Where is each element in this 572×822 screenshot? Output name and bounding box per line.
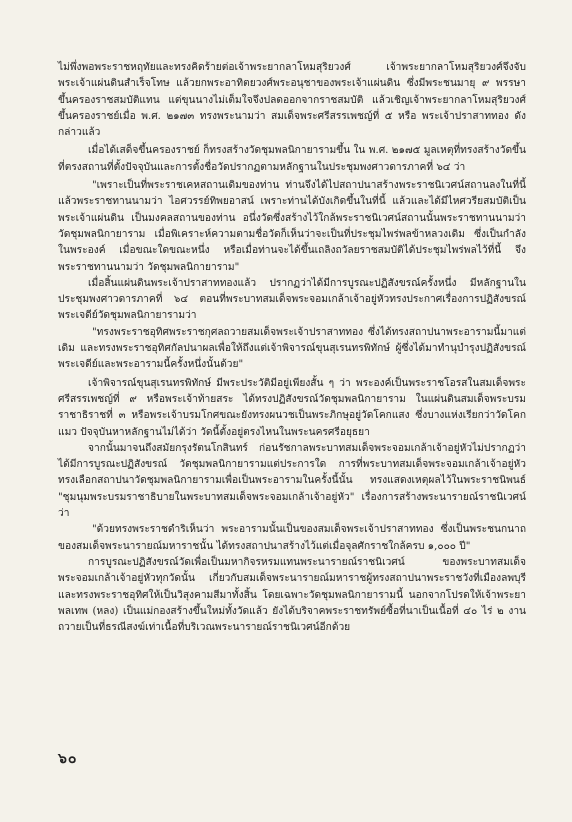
paragraph-4: เจ้าพิจารณ์ขุนสุเรนทรพิทักษ์ มีพระประวัติมีอยู่เพียงสั้น ๆ ว่า พระองค์เป็นพระราชโอรสในสมเด็จพระศรีสรรเพชญ์ที่ ๙ หรือพระเจ้าท้ายสระ ได้ทรงปฏิสังขรณ์วัดชุมพลนิกายาราม ในแผ่นดินสมเด็จพระบรมราชาธิราชที่ ๓ หรือพระเจ้าบรมโกศขณะยังทรงผนวชเป็นพระภิกษุอยู่วัดโคกแสง ซึ่งบางแห่งเรียกว่าวัดโคกแมว ปัจจุบันหาหลักฐานไม่ได้ว่า วัดนี้ตั้งอยู่ตรงไหนในพระนครศรีอยุธยา	[58, 377, 526, 438]
paragraph-1: ไม่พึ่งพอพระราชหฤทัยและทรงคิดร้ายต่อเจ้าพระยากลาโหมสุริยวงศ์ เจ้าพระยากลาโหมสุริยวงศ์จึงจับพระเจ้าแผ่นดินสำเร็จโทษ แล้วยกพระอาทิตยวงศ์พระอนุชาของพระเจ้าแผ่นดิน ซึ่งมีพระชนมายุ ๙ พรรษา ขึ้นครองราชสมบัติแทน แต่ขุนนางไม่เต็มใจจึงปลดออกจากราชสมบัติ แล้วเชิญเจ้าพระยากลาโหมสุริยวงศ์ขึ้นครองราชย์เมื่อ พ.ศ. ๒๑๗๓ ทรงพระนามว่า สมเด็จพระศรีสรรเพชญ์ที่ ๕ หรือ พระเจ้าปราสาททอง ดังกล่าวแล้ว	[58, 62, 526, 139]
paragraph-2: เมื่อได้เสด็จขึ้นครองราชย์ ก็ทรงสร้างวัดชุมพลนิกายารามขึ้น ใน พ.ศ. ๒๑๗๕ มูลเหตุที่ทรงสร้างวัดขึ้นที่ตรงสถานที่ตั้งปัจจุบันและการตั้งชื่อวัดปรากฏตามหลักฐานในประชุมพงศาวดารภาคที่ ๖๔ ว่า	[58, 145, 526, 173]
quote-2: "ทรงพระราชอุทิศพระราชกุศลถวายสมเด็จพระเจ้าปราสาททอง ซึ่งได้ทรงสถาปนาพระอารามนี้มาแต่เดิม และทรงพระราชอุทิศกัลปนาผลเพื่อให้ถึงแต่เจ้าพิจารณ์ขุนสุเรนทรพิทักษ์ ผู้ซึ่งได้มาทำนุบำรุงปฏิสังขรณ์พระเจดีย์และพระอารามนี้ครั้งหนึ่งนั้นด้วย"	[58, 326, 526, 371]
quote-1: "เพราะเป็นที่พระราชเคหสถานเดิมของท่าน ท่านจึงได้ไปสถาปนาสร้างพระราชนิเวศน์สถานลงในที่นี้ แล้วพระราชทานนามว่า ไอศวรรย์ทิพยอาสน์ เพราะท่านได้บังเกิดขึ้นในที่นี้ แล้วและได้มีไหศวรียสมบัติเป็นพระเจ้าแผ่นดิน เป็นมงคลสถานของท่าน อนึ่งวัดซึ่งสร้างไว้ใกล้พระราชนิเวศน์สถานนั้นพระราชทานนามว่า วัดชุมพลนิกายาราม เมื่อพิเคราะห์ความตามชื่อวัดก็เห็นว่าจะเป็นที่ประชุมไพร่พลข้าหลวงเดิม ซึ่งเป็นกำลังในพระองค์ เมื่อขณะใดขณะหนึ่ง หรือเมื่อท่านจะได้ขึ้นเถลิงถวัลยราชสมบัติได้ประชุมไพร่พลไว้ที่นี้ จึงพระราชทานนามว่า วัดชุมพลนิกายาราม"	[58, 180, 526, 273]
quote-3: "ด้วยทรงพระราชดำริเห็นว่า พระอารามนั้นเป็นของสมเด็จพระเจ้าปราสาททอง ซึ่งเป็นพระชนกนาถของสมเด็จพระนารายณ์มหาราชนั้น ได้ทรงสถาปนาสร้างไว้แต่เมื่อจุลศักราชใกล้ครบ ๑,๐๐๐ ปี"	[58, 524, 526, 552]
paragraph-3: เมื่อสิ้นแผ่นดินพระเจ้าปราสาททองแล้ว ปรากฏว่าได้มีการบูรณะปฏิสังขรณ์ครั้งหนึ่ง มีหลักฐานในประชุมพงศาวดารภาคที่ ๖๔ ตอนที่พระบาทสมเด็จพระจอมเกล้าเจ้าอยู่หัวทรงประกาศเรื่องการปฏิสังขรณ์พระเจดีย์วัดชุมพลนิกายารามว่า	[58, 277, 526, 322]
paragraph-5: จากนั้นมาจนถึงสมัยกรุงรัตนโกสินทร์ ก่อนรัชกาลพระบาทสมเด็จพระจอมเกล้าเจ้าอยู่หัวไม่ปรากฏว่าได้มีการบูรณะปฏิสังขรณ์ วัดชุมพลนิกายารามแต่ประการใด การที่พระบาทสมเด็จพระจอมเกล้าเจ้าอยู่หัว ทรงเลือกสถาปนาวัดชุมพลนิกายารามเพื่อเป็นพระอารามในครั้งนี้นั้น ทรงแสดงเหตุผลไว้ในพระราชนิพนธ์ "ชุมนุมพระบรมราชาธิบายในพระบาทสมเด็จพระจอมเกล้าเจ้าอยู่หัว" เรื่องการสร้างพระนารายณ์ราชนิเวศน์ว่า	[58, 442, 526, 520]
body-text	[58, 60, 526, 636]
page-number: ๖๐	[58, 751, 78, 767]
paragraph-6: การบูรณะปฏิสังขรณ์วัดเพื่อเป็นมหากิจรหรมแทนพระนารายณ์ราชนิเวศน์ ของพระบาทสมเด็จพระจอมเกล้าเจ้าอยู่หัวทุกวัดนั้น เกี่ยวกับสมเด็จพระนารายณ์มหาราชผู้ทรงสถาปนาพระราชวังที่เมืองลพบุรี และทรงพระราชอุทิศให้เป็นวิสุงคามสีมาทั้งสิ้น โดยเฉพาะวัดชุมพลนิกายารามนี้ นอกจากโปรดให้เจ้าพระยาพลเทพ (หลง) เป็นแม่กองสร้างขึ้นใหม่ทั้งวัดแล้ว ยังได้บริจาคพระราชทรัพย์ซื้อที่นาเป็นเนื้อที่ ๔๐ ไร่ ๒ งาน ถวายเป็นที่ธรณีสงฆ์เท่าเนื้อที่บริเวณพระนารายณ์ราชนิเวศน์อีกด้วย	[58, 556, 526, 634]
